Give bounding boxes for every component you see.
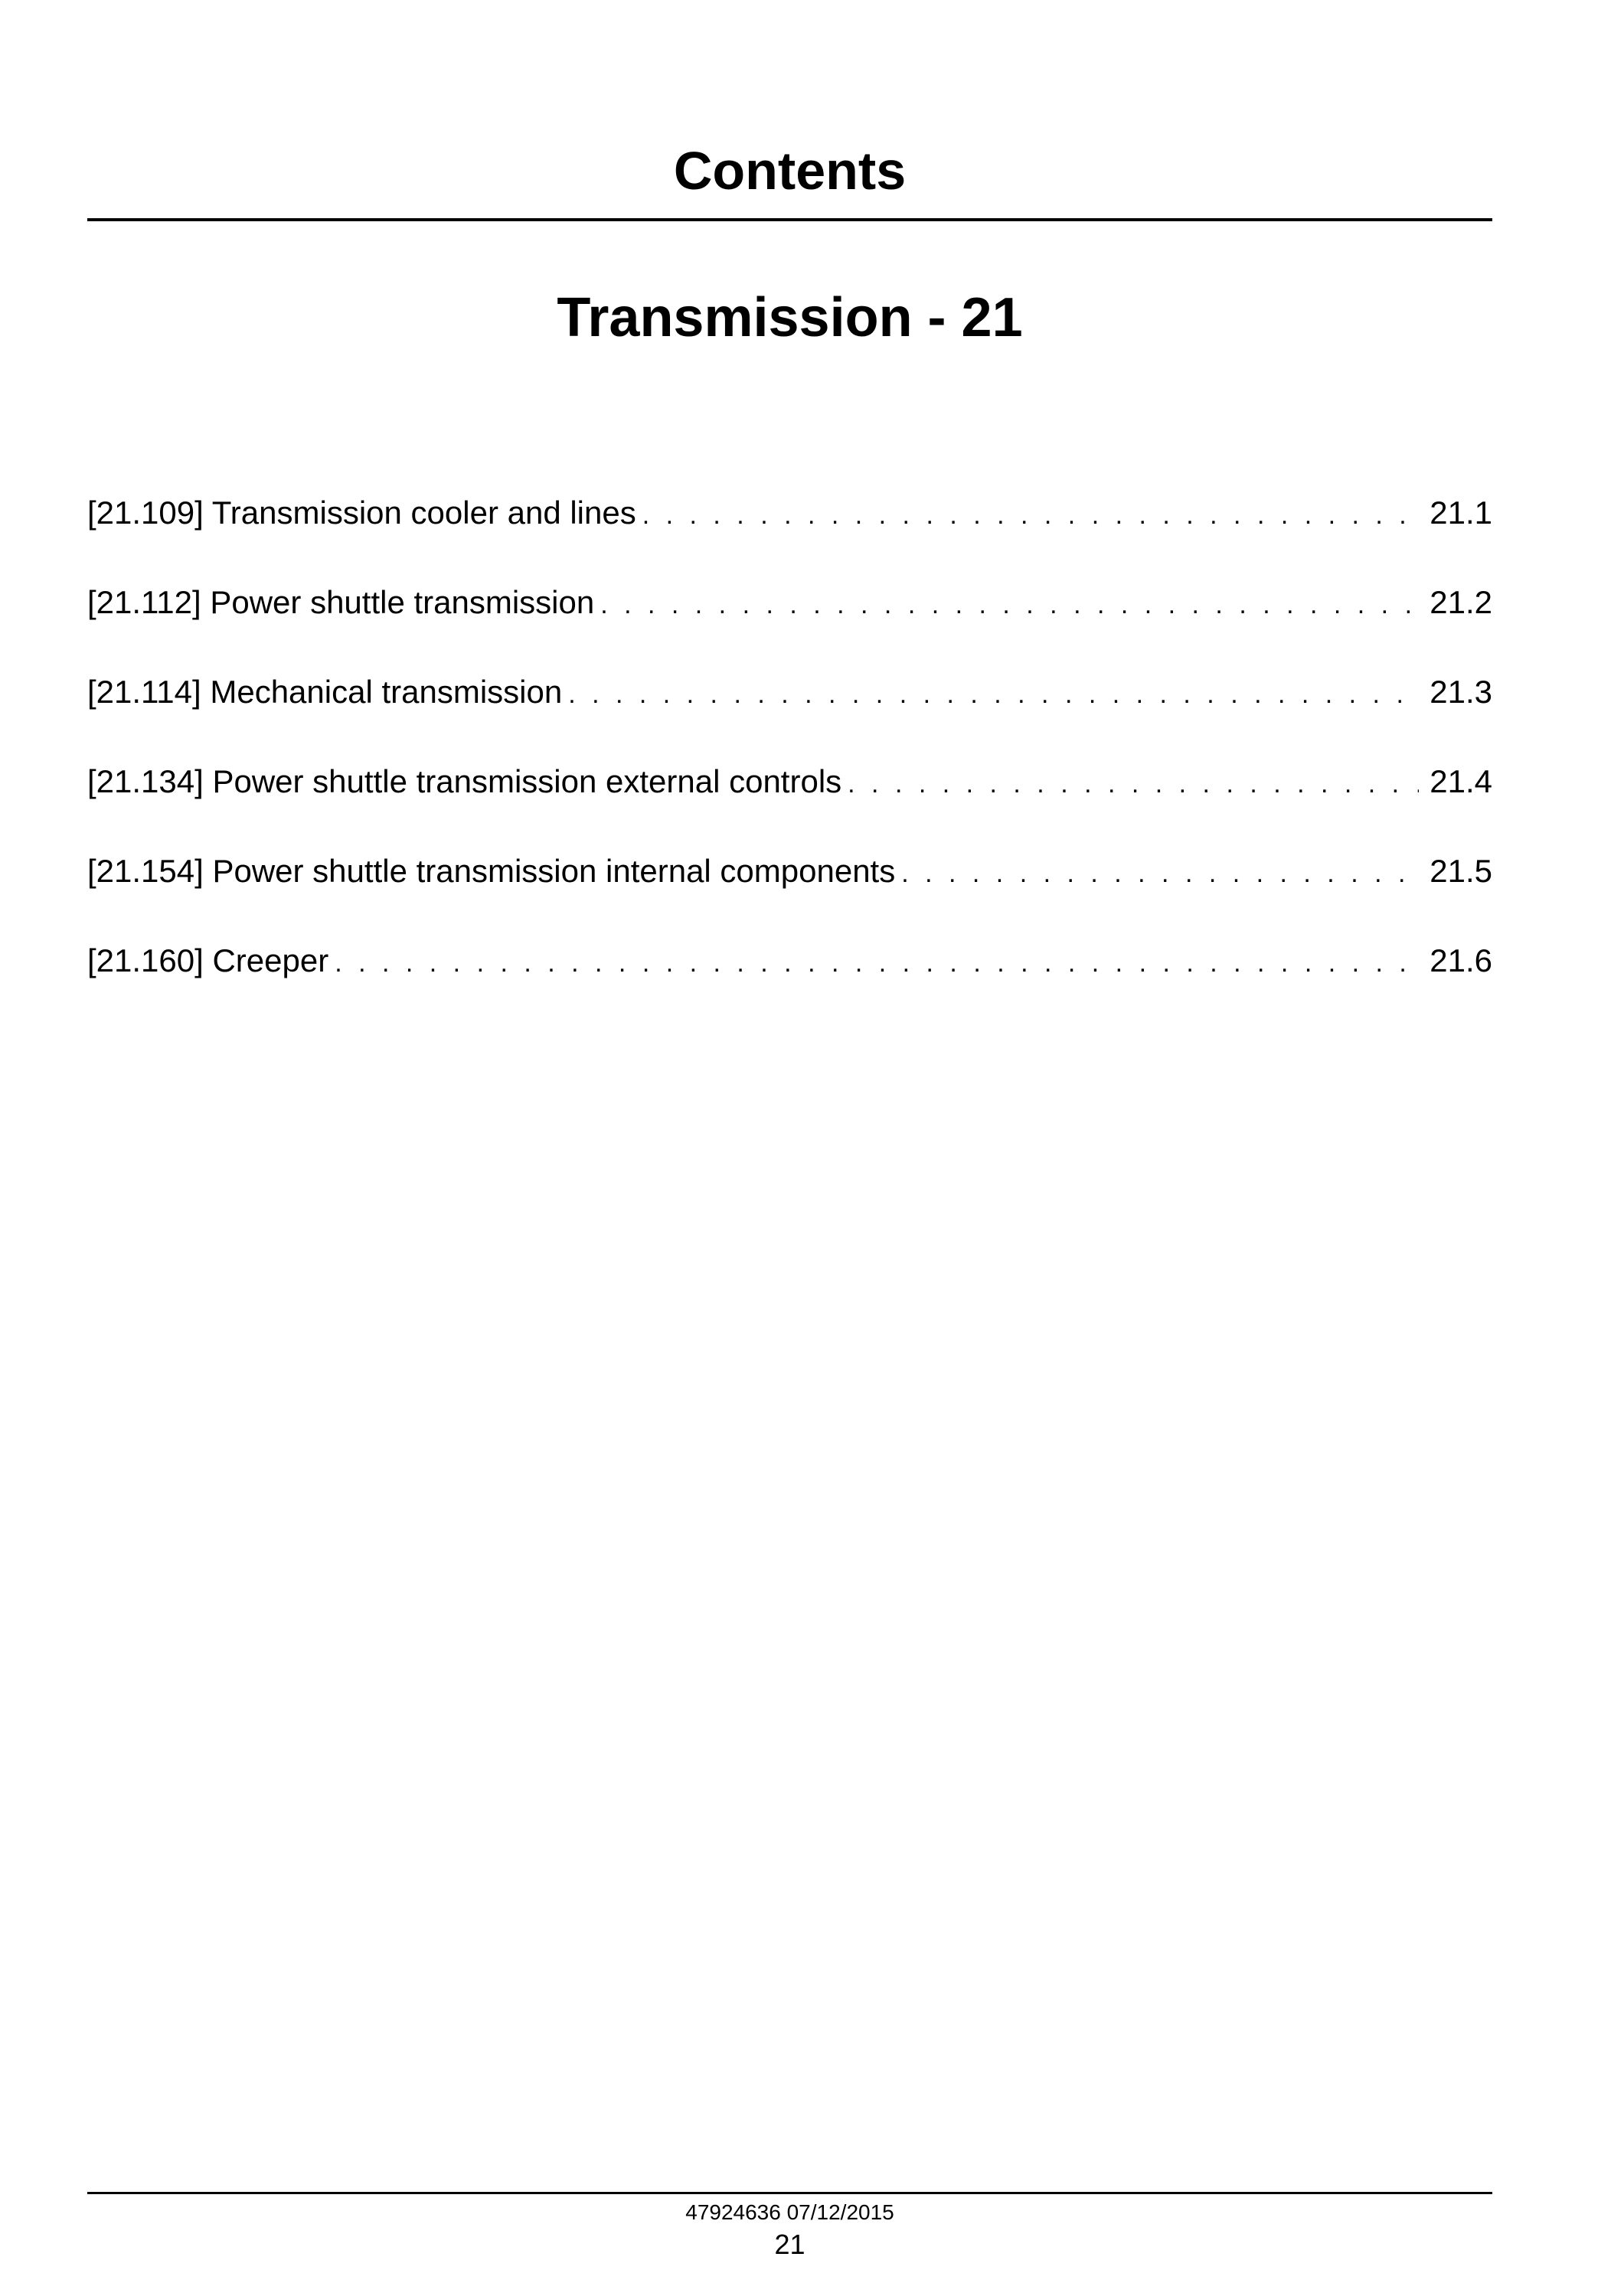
toc-entry-page: 21.3 <box>1430 674 1492 710</box>
dot-leader <box>848 761 1419 807</box>
dot-leader <box>901 851 1419 897</box>
toc-entry-21-160[interactable] <box>87 938 1492 1027</box>
footer-page-number: 21 <box>774 2229 805 2260</box>
toc-entry-label: [21.160] Creeper <box>87 942 329 978</box>
toc-entry-label: [21.154] Power shuttle transmission internal components <box>87 853 896 889</box>
toc-entry-21-109[interactable] <box>87 490 1492 580</box>
toc-entry-page: 21.4 <box>1430 763 1492 799</box>
dot-leader <box>642 492 1420 538</box>
table-of-contents <box>87 490 1492 1027</box>
toc-entry-page: 21.6 <box>1430 942 1492 978</box>
footer-document-id-date: 47924636 07/12/2015 <box>685 2200 894 2224</box>
header-divider <box>87 218 1492 221</box>
toc-entry-21-114[interactable] <box>87 669 1492 759</box>
toc-entry-label: [21.134] Power shuttle transmission external controls <box>87 763 842 799</box>
page-title: Contents <box>673 141 907 201</box>
toc-entry-21-154[interactable] <box>87 848 1492 938</box>
toc-entry-label: [21.114] Mechanical transmission <box>87 674 563 710</box>
toc-entry-21-112[interactable] <box>87 580 1492 669</box>
toc-entry-label: [21.112] Power shuttle transmission <box>87 584 595 620</box>
dot-leader <box>335 940 1419 986</box>
toc-entry-page: 21.2 <box>1430 584 1492 620</box>
toc-entry-page: 21.1 <box>1430 495 1492 531</box>
dot-leader <box>600 582 1419 628</box>
toc-entry-label: [21.109] Transmission cooler and lines <box>87 495 636 531</box>
section-title: Transmission - 21 <box>557 287 1023 348</box>
toc-entry-page: 21.5 <box>1430 853 1492 889</box>
toc-entry-21-134[interactable] <box>87 759 1492 848</box>
footer-divider <box>87 2192 1492 2194</box>
dot-leader <box>568 671 1419 717</box>
